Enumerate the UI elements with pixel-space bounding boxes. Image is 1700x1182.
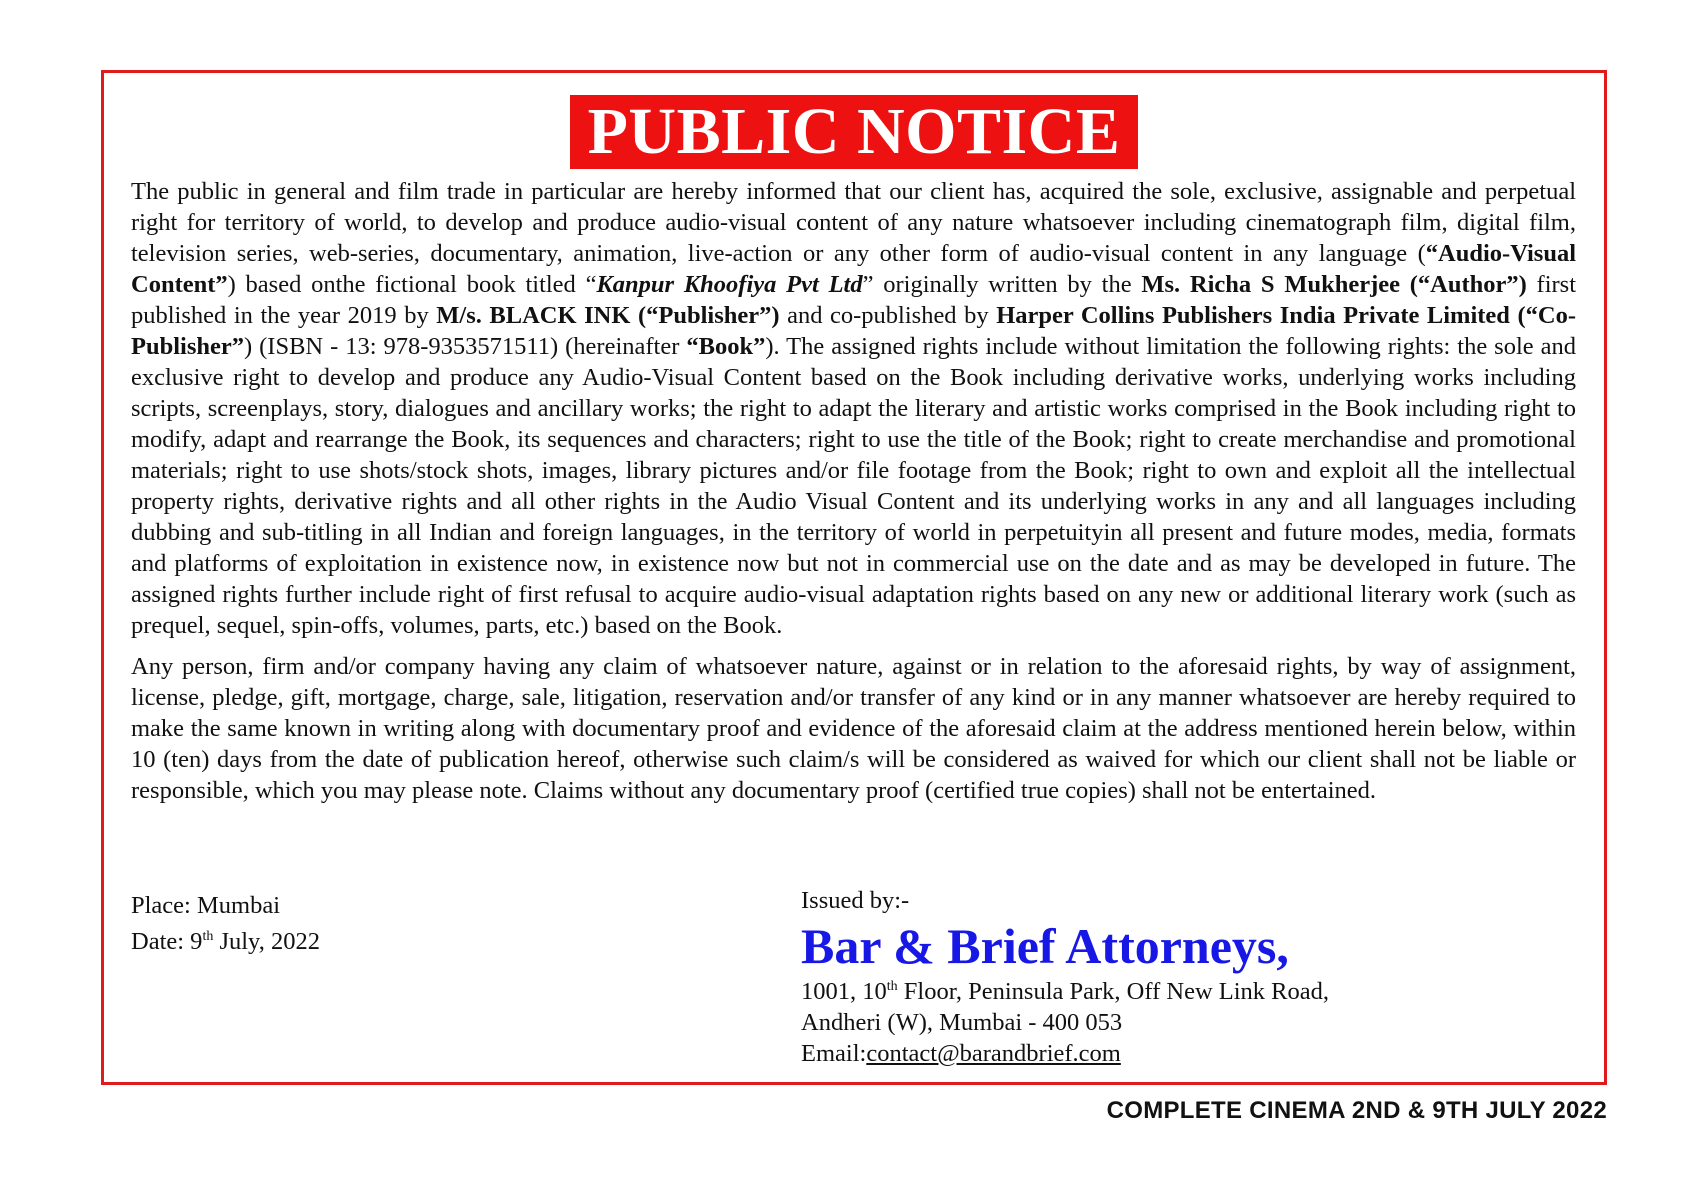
notice-body — [131, 176, 1576, 816]
issued-by: Issued by:- — [801, 887, 910, 914]
date-prefix: Date: 9 — [131, 928, 203, 955]
addr1-prefix: 1001, 10 — [801, 978, 887, 1005]
notice-title: PUBLIC NOTICE — [570, 95, 1139, 169]
paragraph-1 — [131, 176, 1576, 641]
addr1-suffix: Floor, Peninsula Park, Off New Link Road, — [897, 978, 1329, 1005]
co-publisher-term: Harper Collins Publishers India Private Limited (“Co-Publisher” — [131, 302, 1577, 360]
p1-text-4: ” originally written by the — [862, 271, 1142, 298]
addr1-sup: th — [886, 978, 898, 994]
place-date-block — [131, 888, 320, 960]
publisher-term: M/s. BLACK INK (“Publisher”) — [436, 302, 780, 329]
date-sup: th — [202, 928, 214, 944]
p1-text-8: and co-published by — [779, 302, 997, 329]
address-line-2: Andheri (W), Mumbai - 400 053 — [801, 1009, 1123, 1036]
author-term: Ms. Richa S Mukherjee (“Author”) — [1141, 271, 1527, 298]
email-line — [801, 1038, 1329, 1069]
book-term: “Book” — [686, 333, 766, 360]
notice-frame — [101, 70, 1607, 1085]
email-link[interactable]: contact@barandbrief.com — [866, 1040, 1121, 1067]
firm-name: Bar & Brief Attorneys, — [801, 918, 1289, 974]
address-line-1 — [801, 976, 1329, 1007]
title-wrap — [104, 95, 1604, 169]
email-label: Email: — [801, 1040, 867, 1067]
date — [131, 924, 320, 960]
issuer-block — [801, 885, 1329, 1069]
p1-text-10: ) (ISBN - 13: 978-9353571511) (hereinafter — [244, 333, 687, 360]
publication-footer: COMPLETE CINEMA 2ND & 9TH JULY 2022 — [1106, 1097, 1607, 1124]
place: Place: Mumbai — [131, 892, 281, 919]
p1-text-6: first published in the year 2019 by — [131, 271, 1577, 329]
book-title: Kanpur Khoofiya Pvt Ltd — [596, 271, 863, 298]
audio-visual-content-term: “Audio-Visual Content” — [131, 240, 1576, 298]
p1-text-2: ) based onthe fictional book titled “ — [227, 271, 597, 298]
paragraph-2: Any person, firm and/or company having any claim of whatsoever nature, against or in relation to the aforesaid rights, by way of assignment, license, pledge, gift, mortgage, charge, sale, litigation, reservation and/or transfer of any kind or in any manner whatsoever are hereby required to make the same known in writing along with documentary proof and evidence of the aforesaid claim at the address mentioned herein below, within 10 (ten) days from the date of publication hereof, otherwise such claim/s will be considered as waived for which our client shall not be liable or responsible, which you may please note. Claims without any documentary proof (certified true copies) shall not be entertained. — [131, 653, 1576, 804]
p1-text-0: The public in general and film trade in particular are hereby informed that our client has, acquired the sole, exclusive, assignable and perpetual right for territory of world, to develop and produce audio-visual content of any nature whatsoever including cinematograph film, digital film, television series, web-series, documentary, animation, live-action or any other form of audio-visual content in any language ( — [131, 178, 1576, 267]
p1-text-12: ). The assigned rights include without limitation the following rights: the sole and exclusive right to develop and produce any Audio-Visual Content based on the Book including derivative works, underlying works including scripts, screenplays, story, dialogues and ancillary works; the right to adapt the literary and artistic works comprised in the Book including right to modify, adapt and rearrange the Book, its sequences and characters; right to use the title of the Book; right to create merchandise and promotional materials; right to use shots/stock shots, images, library pictures and/or file footage from the Book; right to own and exploit all the intellectual property rights, derivative rights and all other rights in the Audio Visual Content and its underlying works in any and all languages including dubbing and sub-titling in all Indian and foreign languages, in the territory of world in perpetuityin all present and future modes, media, formats and platforms of exploitation in existence now, in existence now but not in commercial use on the date and as may be developed in future. The assigned rights further include right of first refusal to acquire audio-visual adaptation rights based on any new or additional literary work (such as prequel, sequel, spin-offs, volumes, parts, etc.) based on the Book. — [131, 333, 1577, 639]
date-suffix: July, 2022 — [213, 928, 320, 955]
